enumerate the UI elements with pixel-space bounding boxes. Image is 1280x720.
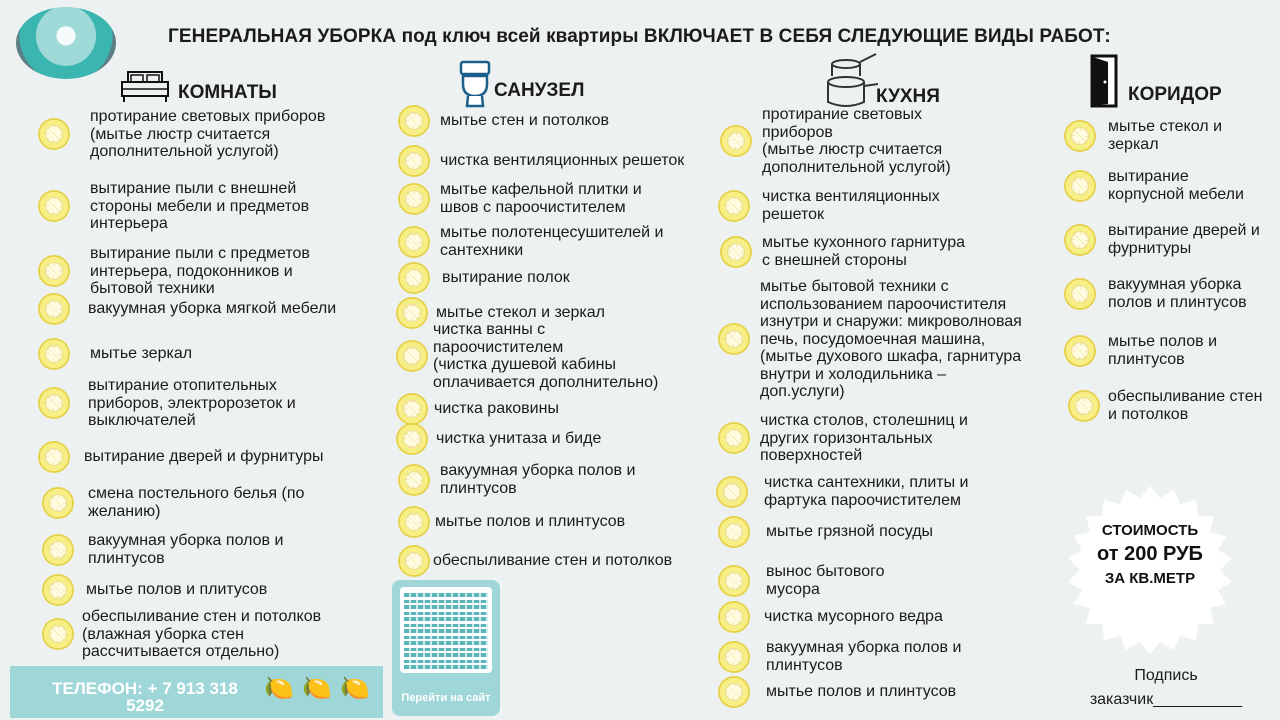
lemon-icon: [398, 145, 430, 177]
phone-bar: [10, 666, 383, 718]
lemon-icon: [398, 226, 430, 258]
list-item: чистка раковины: [396, 393, 559, 425]
lemon-icon: [38, 190, 70, 222]
lemon-icon: [38, 118, 70, 150]
list-item: мытье стекол и зеркал: [1064, 118, 1222, 153]
list-item: вытирание дверей и фурнитуры: [38, 441, 324, 473]
list-item: мытье полов и плинтусов: [398, 506, 625, 538]
customer-signature: Подпись заказчик__________: [1089, 667, 1243, 708]
lemon-icon: [720, 125, 752, 157]
price-text: [1070, 522, 1230, 587]
lemon-icon: [42, 534, 74, 566]
list-item: вакуумная уборка полов и плинтусов: [718, 639, 961, 674]
heading-bathroom: САНУЗЕЛ: [494, 80, 585, 101]
list-item: вакуумная уборка полов и плинтусов: [1064, 276, 1247, 311]
list-item: вытирание пыли с внешней стороны мебели и предметов интерьера: [38, 180, 309, 233]
list-item: чистка сантехники, плиты и фартука пароочистителем: [716, 474, 968, 509]
list-item: чистка вентиляционных решеток: [398, 145, 684, 177]
lemon-icon: [398, 262, 430, 294]
lemon-icon: [38, 441, 70, 473]
phone-number: ТЕЛЕФОН: + 7 913 318 5292: [52, 679, 238, 715]
qr-pattern: [404, 591, 488, 669]
qr-code-card[interactable]: [392, 580, 500, 716]
bed-icon: [120, 68, 170, 104]
lemon-icon: [1064, 224, 1096, 256]
lemon-icon: [396, 340, 428, 372]
list-item: чистка столов, столешниц и других горизонтальных поверхностей: [718, 412, 968, 465]
lemon-icon: [42, 618, 74, 650]
list-item: протирание световых приборов (мытье люстр считается дополнительной услугой): [720, 106, 951, 176]
lemon-icon: 🍋: [340, 675, 370, 702]
lemon-icon: [398, 183, 430, 215]
list-item: вытирание пыли с предметов интерьера, подоконников и бытовой техники: [38, 245, 310, 298]
list-item: вакуумная уборка полов и плинтусов: [42, 532, 283, 567]
list-item: мытье бытовой техники с использованием пароочистителя изнутри и снаружи: микроволновая печь, посудомоечная машина, (мытье духового шкафа, гарнитура внутри и холодильника – доп.услуги): [718, 278, 1022, 401]
price-line-2: от 200 РУБ: [1097, 543, 1203, 565]
list-item: вытирание корпусной мебели: [1064, 168, 1244, 203]
lemon-icon: [38, 255, 70, 287]
lemon-icon: [718, 190, 750, 222]
lemon-icon: [398, 545, 430, 577]
lemon-icon: [38, 293, 70, 325]
list-item: мытье полотенцесушителей и сантехники: [398, 224, 663, 259]
heading-corridor: КОРИДОР: [1128, 84, 1222, 105]
list-item: мытье стен и потолков: [398, 105, 609, 137]
list-item: вытирание отопительных приборов, электророзеток и выключателей: [38, 377, 296, 430]
lemon-icon: [716, 476, 748, 508]
price-line-1: СТОИМОСТЬ: [1101, 522, 1199, 539]
list-item: вакуумная уборка полов и плинтусов: [398, 462, 635, 497]
lemon-icon: [38, 387, 70, 419]
lemon-icon: [396, 393, 428, 425]
lemon-icon: [718, 422, 750, 454]
lemon-icon: [42, 574, 74, 606]
list-item: вытирание полок: [398, 262, 570, 294]
pots-icon: [824, 52, 880, 110]
lemon-icon: [1064, 335, 1096, 367]
list-item: вакуумная уборка мягкой мебели: [38, 293, 336, 325]
list-item: мытье полов и плитусов: [42, 574, 267, 606]
lemon-icon: [396, 423, 428, 455]
list-item: вытирание дверей и фурнитуры: [1064, 222, 1260, 257]
list-item: обеспыливание стен и потолков: [1068, 388, 1262, 423]
lemon-icon: [718, 676, 750, 708]
lemon-icon: 🍋: [264, 675, 294, 702]
lemon-icon: [38, 338, 70, 370]
list-item: мытье кафельной плитки и швов с пароочистителем: [398, 181, 642, 216]
company-logo: [16, 7, 116, 79]
lemon-icon: [398, 506, 430, 538]
lemon-icon: [1068, 390, 1100, 422]
lemon-icon: [398, 105, 430, 137]
list-item: обеспыливание стен и потолков (влажная уборка стен рассчитывается отдельно): [42, 608, 321, 661]
list-item: чистка мусорного ведра: [718, 601, 943, 633]
list-item: смена постельного белья (по желанию): [42, 485, 304, 520]
list-item: мытье полов и плинтусов: [718, 676, 956, 708]
lemon-icon: [718, 565, 750, 597]
lemon-icon: [718, 641, 750, 673]
lemon-icon: [398, 464, 430, 496]
qr-code: [400, 587, 492, 673]
list-item: мытье полов и плинтусов: [1064, 333, 1217, 368]
list-item: мытье кухонного гарнитура с внешней стороны: [720, 234, 965, 269]
heading-kitchen: КУХНЯ: [876, 86, 940, 107]
list-item: чистка вентиляционных решеток: [718, 188, 940, 223]
list-item: вынос бытового мусора: [718, 563, 885, 598]
heading-rooms: КОМНАТЫ: [178, 82, 277, 103]
toilet-icon: [458, 60, 492, 108]
list-item: мытье грязной посуды: [718, 516, 933, 548]
lemon-icon: [1064, 170, 1096, 202]
lemon-icon: [718, 323, 750, 355]
list-item: протирание световых приборов (мытье люстр считается дополнительной услугой): [38, 108, 325, 161]
price-line-3: ЗА КВ.МЕТР: [1104, 570, 1196, 587]
door-icon: [1090, 54, 1118, 108]
lemon-icon: [1064, 278, 1096, 310]
lemon-icon: [718, 516, 750, 548]
lemon-icon: [42, 487, 74, 519]
go-to-site-button[interactable]: Перейти на сайт: [401, 692, 491, 704]
list-item: мытье стекол и зеркал: [396, 297, 605, 329]
list-item: чистка унитаза и биде: [396, 423, 601, 455]
lemon-icon: [1064, 120, 1096, 152]
list-item: мытье зеркал: [38, 338, 192, 370]
list-item: чистка ванны с пароочистителем (чистка душевой кабины оплачивается дополнительно): [396, 321, 658, 391]
page-title: ГЕНЕРАЛЬНАЯ УБОРКА под ключ всей квартиры ВКЛЮЧАЕТ В СЕБЯ СЛЕДУЮЩИЕ ВИДЫ РАБОТ:: [168, 26, 1111, 47]
lemon-icon: 🍋: [302, 675, 332, 702]
lemon-icon: [720, 236, 752, 268]
list-item: обеспыливание стен и потолков: [398, 545, 672, 577]
lemon-icon: [718, 601, 750, 633]
